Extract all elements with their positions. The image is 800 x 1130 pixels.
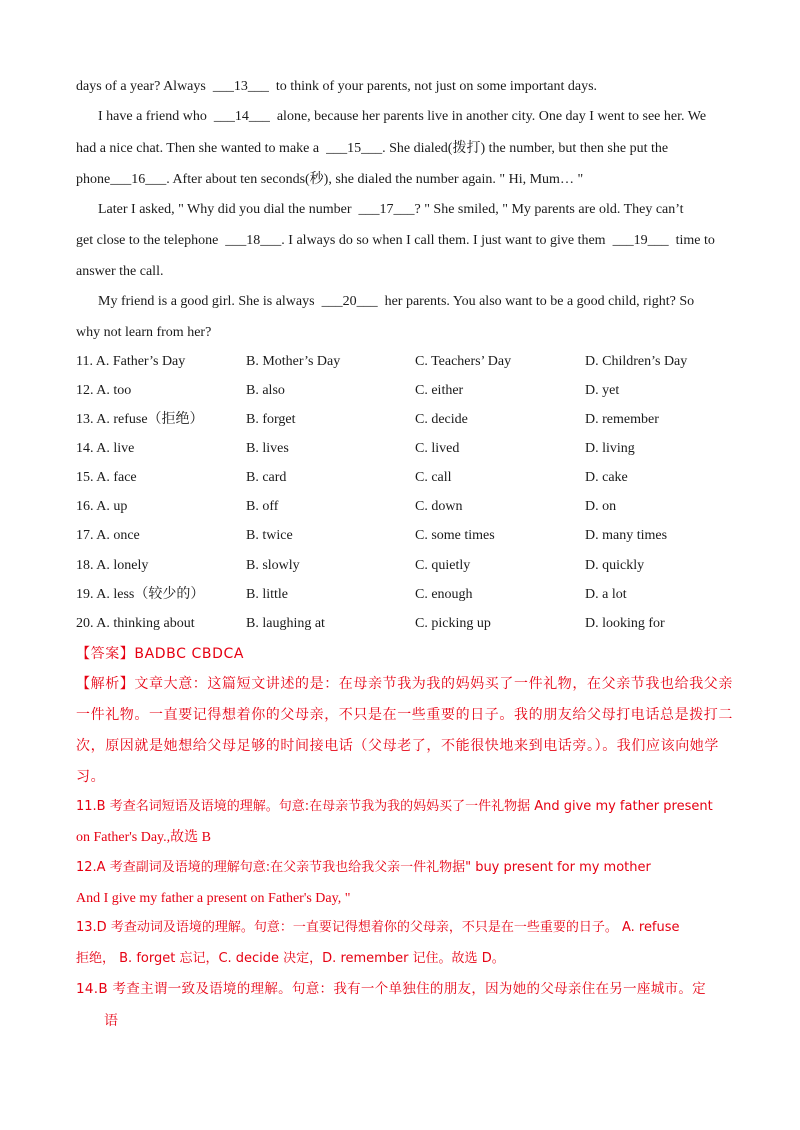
option-d: D. living (585, 441, 635, 456)
explanation-14-cont: 语 (104, 1013, 119, 1029)
option-c: C. picking up (415, 616, 491, 631)
explanation-11-cont: on Father's Day.,故选 B (76, 830, 211, 845)
option-b: B. card (246, 470, 287, 485)
option-a: 11. A. Father’s Day (76, 354, 186, 369)
passage-line: had a nice chat. Then she wanted to make a ___15___. She dialed(拨打) the number, but then she put the (76, 141, 669, 156)
passage-line: I have a friend who ___14___ alone, because her parents live in another city. One day I went to see her. We (98, 109, 707, 124)
explanation-11: 11.B 考查名词短语及语境的理解。句意:在母亲节我为我的妈妈买了一件礼物据 And give my father present (76, 799, 713, 814)
explanation-13-cont: 拒绝， B. forget 忘记，C. decide 决定，D. remember 记住。故选 D。 (76, 951, 505, 966)
passage-line: days of a year? Always ___13___ to think of your parents, not just on some important days. (76, 79, 598, 94)
option-b: B. forget (246, 412, 296, 427)
option-b: B. off (246, 499, 279, 514)
option-c: C. enough (415, 587, 473, 602)
option-a: 16. A. up (76, 499, 128, 514)
answer-key: 【答案】BADBC CBDCA (76, 646, 245, 662)
analysis-line: 【解析】文章大意：这篇短文讲述的是：在母亲节我为我的妈妈买了一件礼物，在父亲节我也给我父亲 (76, 676, 733, 692)
option-d: D. on (585, 499, 617, 514)
explanation-12: 12.A 考查副词及语境的理解句意:在父亲节我也给我父亲一件礼物据" buy present for my mother (76, 860, 651, 875)
option-d: D. a lot (585, 587, 627, 602)
option-b: B. also (246, 383, 285, 398)
passage-line: My friend is a good girl. She is always ___20___ her parents. You also want to be a good child, right? So (98, 294, 695, 309)
option-d: D. looking for (585, 616, 665, 631)
option-c: C. quietly (415, 558, 471, 573)
blank-20: ___20___ (321, 294, 378, 309)
passage-line: why not learn from her? (76, 325, 212, 340)
blank-17: ___17___ (358, 202, 415, 217)
option-a: 14. A. live (76, 441, 135, 456)
passage-line: answer the call. (76, 264, 164, 279)
blank-18: ___18___ (225, 233, 282, 248)
option-c: C. decide (415, 412, 468, 427)
explanation-14: 14.B 考查主谓一致及语境的理解。句意：我有一个单独住的朋友，因为她的父母亲住在另一座城市。定 (76, 981, 706, 997)
explanation-13: 13.D 考查动词及语境的理解。句意：一直要记得想着你的父母亲，不只是在一些重要的日子。 A. refuse (76, 920, 680, 935)
option-c: C. either (415, 383, 464, 398)
option-b: B. twice (246, 528, 293, 543)
option-b: B. lives (246, 441, 289, 456)
option-a: 13. A. refuse（拒绝） (76, 412, 204, 427)
analysis-line: 习。 (76, 769, 106, 785)
option-b: B. laughing at (246, 616, 325, 631)
blank-16: ___16___ (110, 172, 167, 187)
option-d: D. remember (585, 412, 659, 427)
blank-14: ___14___ (213, 109, 270, 124)
analysis-line: 次，原因就是她想给父母足够的时间接电话（父母老了，不能很快地来到电话旁。）。我们应该向她学 (76, 738, 719, 754)
option-a: 17. A. once (76, 528, 140, 543)
option-c: C. down (415, 499, 463, 514)
option-c: C. call (415, 470, 452, 485)
blank-13: ___13___ (212, 79, 269, 94)
option-a: 12. A. too (76, 383, 132, 398)
option-a: 15. A. face (76, 470, 137, 485)
option-d: D. quickly (585, 558, 645, 573)
option-a: 19. A. less（较少的） (76, 587, 205, 602)
option-d: D. yet (585, 383, 620, 398)
passage-line: get close to the telephone ___18___. I always do so when I call them. I just want to give them ___19___ time to (76, 233, 715, 248)
option-b: B. slowly (246, 558, 300, 573)
passage-line: phone___16___. After about ten seconds(秒), she dialed the number again. " Hi, Mum… " (76, 172, 584, 187)
passage-line: Later I asked, " Why did you dial the number ___17___? " She smiled, " My parents are old. They can’t (98, 202, 684, 217)
option-c: C. lived (415, 441, 460, 456)
blank-15: ___15___ (326, 141, 383, 156)
explanation-12-cont: And I give my father a present on Father's Day, " (76, 891, 351, 906)
option-a: 18. A. lonely (76, 558, 149, 573)
option-b: B. little (246, 587, 288, 602)
blank-19: ___19___ (612, 233, 669, 248)
option-a: 20. A. thinking about (76, 616, 195, 631)
option-b: B. Mother’s Day (246, 354, 341, 369)
analysis-line: 一件礼物。一直要记得想着你的父母亲，不只是在一些重要的日子。我的朋友给父母打电话总是拨打二 (76, 707, 733, 723)
option-d: D. Children’s Day (585, 354, 688, 369)
option-d: D. many times (585, 528, 668, 543)
option-c: C. Teachers’ Day (415, 354, 512, 369)
option-d: D. cake (585, 470, 628, 485)
option-c: C. some times (415, 528, 495, 543)
